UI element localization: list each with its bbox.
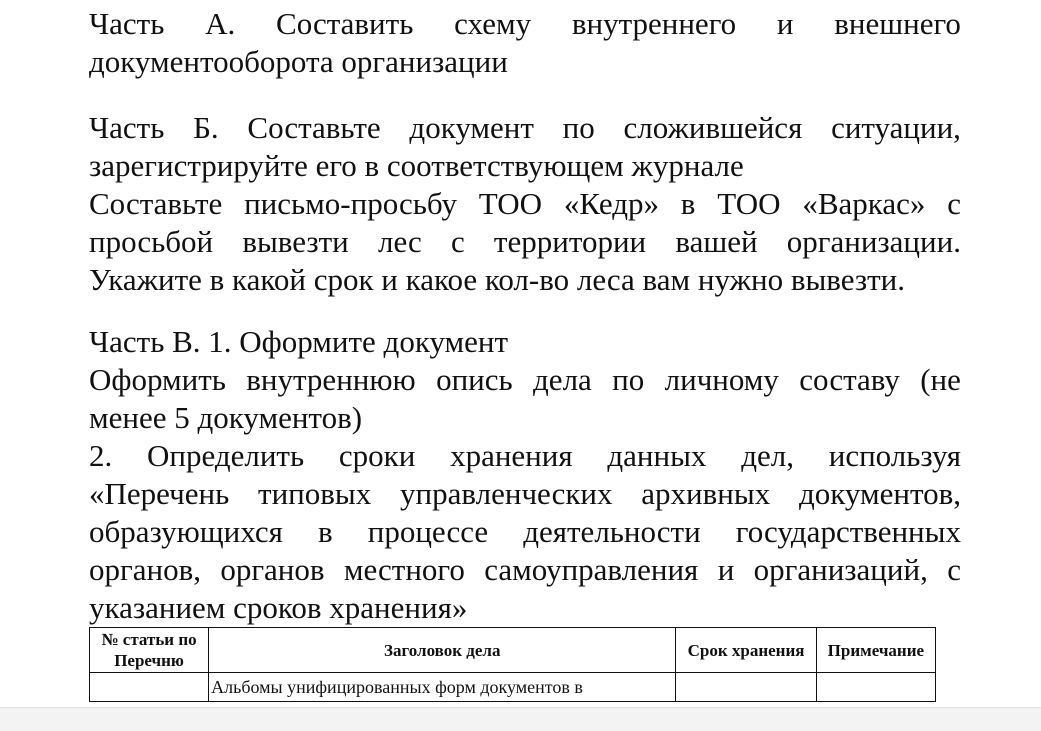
part-c-line-8: указанием сроков хранения» bbox=[89, 590, 468, 625]
word: 2. bbox=[89, 438, 113, 473]
cell-article-number bbox=[90, 673, 209, 702]
part-c-line-2 bbox=[89, 361, 961, 399]
word: по bbox=[612, 362, 645, 397]
word: архивных bbox=[641, 476, 771, 511]
part-a-paragraph bbox=[89, 5, 961, 81]
word: дел, bbox=[741, 438, 794, 473]
word: по bbox=[562, 110, 595, 145]
word: с bbox=[947, 186, 961, 221]
word: сложившейся bbox=[623, 110, 803, 145]
word: Б. bbox=[193, 110, 219, 145]
word: просьбой bbox=[89, 224, 214, 259]
part-b-line-3 bbox=[89, 185, 961, 223]
part-c-line-4 bbox=[89, 437, 961, 475]
word: Составьте bbox=[89, 186, 223, 221]
word: внутреннюю bbox=[246, 362, 416, 397]
part-c-line-6 bbox=[89, 513, 961, 551]
word: местного bbox=[343, 552, 465, 587]
header-case-title: Заголовок дела bbox=[209, 628, 676, 673]
word: «Кедр» bbox=[563, 186, 659, 221]
word: организации. bbox=[786, 224, 961, 259]
word: в bbox=[680, 186, 696, 221]
part-a-line-1 bbox=[89, 5, 961, 43]
word: «Перечень bbox=[89, 476, 230, 511]
cell-case-title: Альбомы унифицированных форм документов в bbox=[209, 673, 676, 702]
word: А. bbox=[205, 6, 236, 41]
word: организаций, bbox=[753, 552, 928, 587]
word: дела bbox=[533, 362, 592, 397]
word: и bbox=[776, 6, 794, 41]
word: Часть bbox=[89, 110, 165, 145]
word: территории bbox=[493, 224, 647, 259]
part-b-paragraph bbox=[89, 109, 961, 299]
word: и bbox=[717, 552, 735, 587]
part-c-line-3: менее 5 документов) bbox=[89, 400, 363, 435]
word: вашей bbox=[675, 224, 758, 259]
word: ситуации, bbox=[831, 110, 961, 145]
part-b-line-5: Укажите в какой срок и какое кол-во леса вам нужно вывезти. bbox=[89, 262, 906, 297]
word: лес bbox=[377, 224, 422, 259]
word: типовых bbox=[258, 476, 372, 511]
part-b-line-2: зарегистрируйте его в соответствующем журнале bbox=[89, 148, 744, 183]
storage-periods-table bbox=[89, 627, 936, 702]
word: документов, bbox=[799, 476, 961, 511]
word: органов, bbox=[89, 552, 201, 587]
word: образующихся bbox=[89, 514, 283, 549]
word: процессе bbox=[367, 514, 489, 549]
part-c-paragraph bbox=[89, 323, 961, 627]
word: внешнего bbox=[834, 6, 961, 41]
word: Определить bbox=[147, 438, 305, 473]
part-c-line-1: Часть В. 1. Оформите документ bbox=[89, 324, 509, 359]
table-header-row bbox=[90, 628, 936, 673]
word: государственных bbox=[735, 514, 961, 549]
cell-note bbox=[816, 673, 935, 702]
header-article-line-1: № статьи по bbox=[101, 630, 197, 649]
word: ТОО bbox=[717, 186, 781, 221]
word: используя bbox=[828, 438, 961, 473]
word: хранения bbox=[450, 438, 573, 473]
word: деятельности bbox=[523, 514, 701, 549]
part-c-line-5 bbox=[89, 475, 961, 513]
table-row bbox=[90, 673, 936, 702]
word: ТОО bbox=[478, 186, 543, 221]
word: органов bbox=[220, 552, 325, 587]
word: данных bbox=[607, 438, 707, 473]
word: вывезти bbox=[242, 224, 349, 259]
word: сроки bbox=[338, 438, 416, 473]
part-c-line-7 bbox=[89, 551, 961, 589]
cell-storage-period bbox=[676, 673, 816, 702]
word: письмо-просьбу bbox=[244, 186, 457, 221]
word: Составьте bbox=[247, 110, 381, 145]
word: схему bbox=[454, 6, 532, 41]
word: внутреннего bbox=[571, 6, 737, 41]
header-article-number bbox=[90, 628, 209, 673]
word: управленческих bbox=[400, 476, 613, 511]
word: самоуправления bbox=[484, 552, 699, 587]
header-storage-period: Срок хранения bbox=[676, 628, 816, 673]
word: Оформить bbox=[89, 362, 226, 397]
word: Составить bbox=[276, 6, 414, 41]
part-a-line-2: документооборота организации bbox=[89, 44, 508, 79]
header-note: Примечание bbox=[816, 628, 935, 673]
word: документ bbox=[409, 110, 534, 145]
part-b-line-4 bbox=[89, 223, 961, 261]
word: в bbox=[317, 514, 333, 549]
word: Часть bbox=[89, 6, 165, 41]
word: с bbox=[947, 552, 961, 587]
word: опись bbox=[436, 362, 513, 397]
part-b-line-1 bbox=[89, 109, 961, 147]
header-article-line-2: Перечню bbox=[114, 651, 184, 670]
word: составу bbox=[799, 362, 900, 397]
word: с bbox=[450, 224, 465, 259]
word: личному bbox=[664, 362, 779, 397]
word: «Варкас» bbox=[802, 186, 926, 221]
word: (не bbox=[920, 362, 961, 397]
bottom-bar bbox=[0, 707, 1041, 731]
